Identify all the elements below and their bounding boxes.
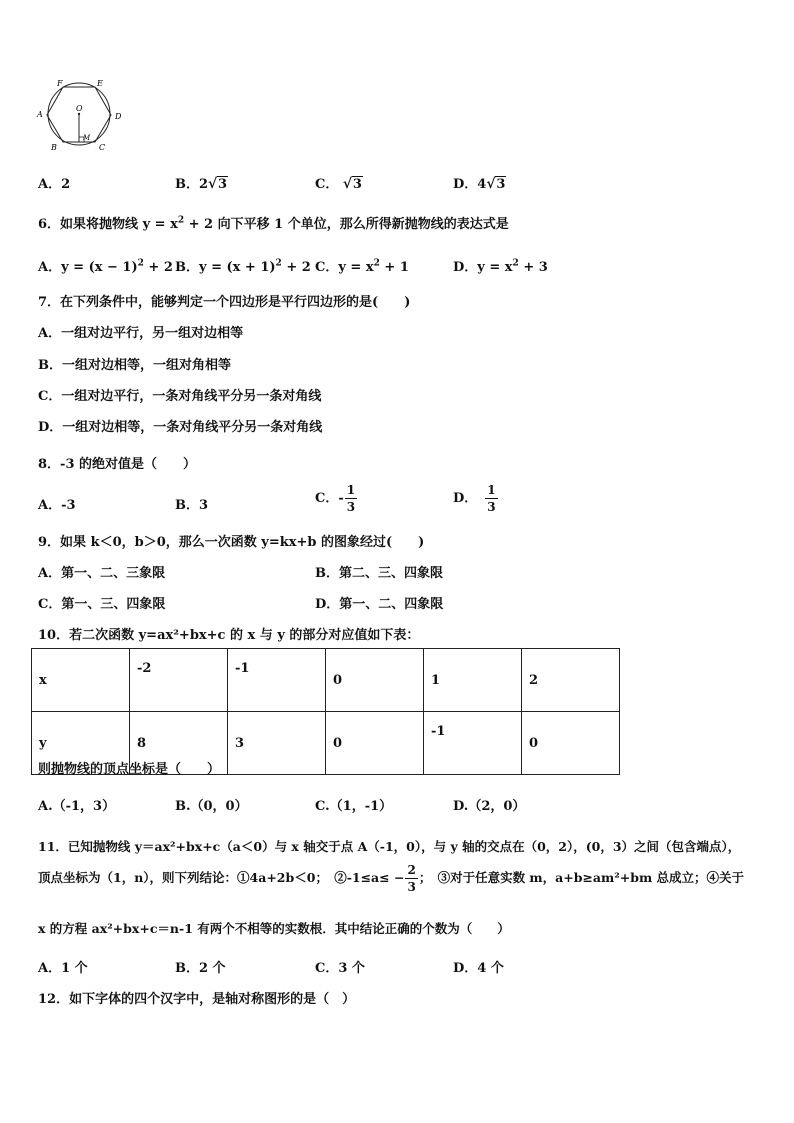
q8-d-den: 3 (487, 500, 496, 514)
q6-option-c (315, 256, 409, 275)
q9-option-d: D．第一、二、四象限 (315, 597, 444, 612)
q6-b-tail: + 2 (281, 260, 311, 275)
table-cell: y (32, 712, 130, 775)
q7-option-d: D．一组对边相等，一条对角线平分另一条对角线 (38, 420, 323, 435)
q10-option-c: C.（1，-1） (315, 799, 393, 814)
q11-option-d: D．4 个 (453, 961, 504, 976)
table-cell: 8 (130, 712, 228, 775)
table-cell: 0 (522, 712, 620, 775)
q8-d-label: D． (453, 491, 478, 506)
q7-option-a: A．一组对边平行，另一组对边相等 (38, 326, 244, 341)
q6-d-base: D．y = x (453, 260, 513, 275)
q10-stem: 10．若二次函数 y=ax²+bx+c 的 x 与 y 的部分对应值如下表： (38, 628, 420, 643)
q6-c-exp: 2 (373, 258, 380, 269)
q6-b-exp: 2 (275, 258, 282, 269)
label-d: D (115, 112, 122, 121)
q8-c-num: 1 (346, 483, 356, 497)
q8-option-b: B．3 (175, 498, 209, 513)
q6-c-tail: + 1 (379, 260, 409, 275)
q6-d-exp: 2 (512, 258, 519, 269)
q11-frac-num: 2 (407, 863, 416, 877)
q10-option-b: B.（0，0） (175, 799, 248, 814)
table-cell: -2 (130, 649, 228, 712)
q5-b-radicand: 3 (218, 177, 228, 192)
table-cell: 2 (522, 649, 620, 712)
q8-c-label: C．- (315, 491, 344, 506)
hexagon-figure (36, 78, 128, 152)
table-cell: 3 (228, 712, 326, 775)
q6-c-base: C．y = x (315, 260, 374, 275)
label-a: A (37, 110, 43, 119)
q5-option-b (175, 173, 228, 192)
q6-a-base: A．y = (x − 1) (38, 260, 138, 275)
q8-option-c (315, 484, 358, 513)
q11-option-b: B．2 个 (175, 961, 226, 976)
q11-line1: 11．已知抛物线 y＝ax²+bx+c（a＜0）与 x 轴交于点 A（-1，0），与 y 轴的交点在（0，2），(0，3）之间（包含端点）， (38, 839, 741, 854)
q7-option-b: B．一组对边相等，一组对角相等 (38, 358, 231, 373)
table-row (32, 649, 620, 712)
q5-option-c-text: C． (315, 177, 339, 192)
q8-d-num: 1 (487, 483, 496, 497)
q9-option-a: A．第一、二、三象限 (38, 566, 166, 581)
q8-stem: 8．-3 的绝对值是（ ） (38, 457, 197, 472)
q5-c-radicand: 3 (352, 177, 362, 192)
q5-option-d (453, 173, 506, 192)
q10-option-d: D.（2，0） (453, 799, 526, 814)
q11-frac-den: 3 (407, 880, 416, 894)
q10-followup: 则抛物线的顶点坐标是（ ） (38, 762, 221, 777)
q6-a-exp: 2 (137, 258, 144, 269)
q8-c-den: 3 (346, 500, 356, 514)
q11-line2-b: ； ③对于任意实数 m，a+b≥am²+bm 总成立；④关于 (418, 870, 745, 885)
q9-option-b: B．第二、三、四象限 (315, 566, 443, 581)
table-cell: x (32, 649, 130, 712)
q11-line3: x 的方程 ax²+bx+c＝n-1 有两个不相等的实数根．其中结论正确的个数为（ ） (38, 921, 510, 936)
q10-value-table (31, 648, 620, 775)
table-cell: 0 (326, 712, 424, 775)
q11-option-a: A．1 个 (38, 961, 88, 976)
q5-option-d-text: D．4 (453, 177, 487, 192)
label-f: F (57, 79, 63, 88)
q6-stem-exp: 2 (177, 215, 185, 226)
label-m: M (83, 134, 91, 142)
q7-option-c: C．一组对边平行，一条对角线平分另一条对角线 (38, 389, 322, 404)
q5-option-b-text: B．2 (175, 177, 209, 192)
q6-stem-b: + 2 向下平移 1 个单位，那么所得新抛物线的表达式是 (184, 217, 509, 232)
table-cell: 1 (424, 649, 522, 712)
q6-option-b (175, 256, 311, 275)
q8-c-fraction (345, 484, 357, 513)
q5-d-radicand: 3 (496, 177, 506, 192)
q5-option-c (315, 173, 363, 192)
q8-d-fraction (485, 484, 497, 513)
q10-option-a: A.（-1，3） (38, 799, 116, 814)
q9-stem: 9．如果 k＜0，b＞0，那么一次函数 y=kx+b 的图象经过( ) (38, 535, 425, 550)
q11-fraction (405, 864, 417, 893)
q7-stem: 7．在下列条件中，能够判定一个四边形是平行四边形的是( ) (38, 295, 411, 310)
table-cell: -1 (424, 712, 522, 775)
table-cell: -1 (228, 649, 326, 712)
label-e: E (97, 79, 103, 88)
q6-option-d (453, 256, 548, 275)
q5-option-a: A．2 (38, 177, 71, 192)
q11-option-c: C．3 个 (315, 961, 365, 976)
label-o: O (76, 104, 83, 113)
q6-a-tail: + 2 (143, 260, 173, 275)
label-c: C (99, 143, 106, 152)
q6-b-base: B．y = (x + 1) (175, 260, 276, 275)
q6-stem-a: 6．如果将抛物线 y = x (38, 217, 178, 232)
label-b: B (51, 143, 57, 152)
q11-line2-a: 顶点坐标为（1，n），则下列结论：①4a+2b＜0； ②-1≤a≤ − (38, 870, 405, 885)
table-cell: 0 (326, 649, 424, 712)
q6-option-a (38, 256, 173, 275)
q11-line2 (38, 864, 744, 893)
q6-d-tail: + 3 (518, 260, 548, 275)
q8-option-a: A．-3 (38, 498, 76, 513)
q9-option-c: C．第一、三、四象限 (38, 597, 166, 612)
q12-stem: 12．如下字体的四个汉字中，是轴对称图形的是（ ） (38, 992, 356, 1007)
q6-stem (38, 213, 509, 232)
q8-option-d (453, 484, 499, 513)
